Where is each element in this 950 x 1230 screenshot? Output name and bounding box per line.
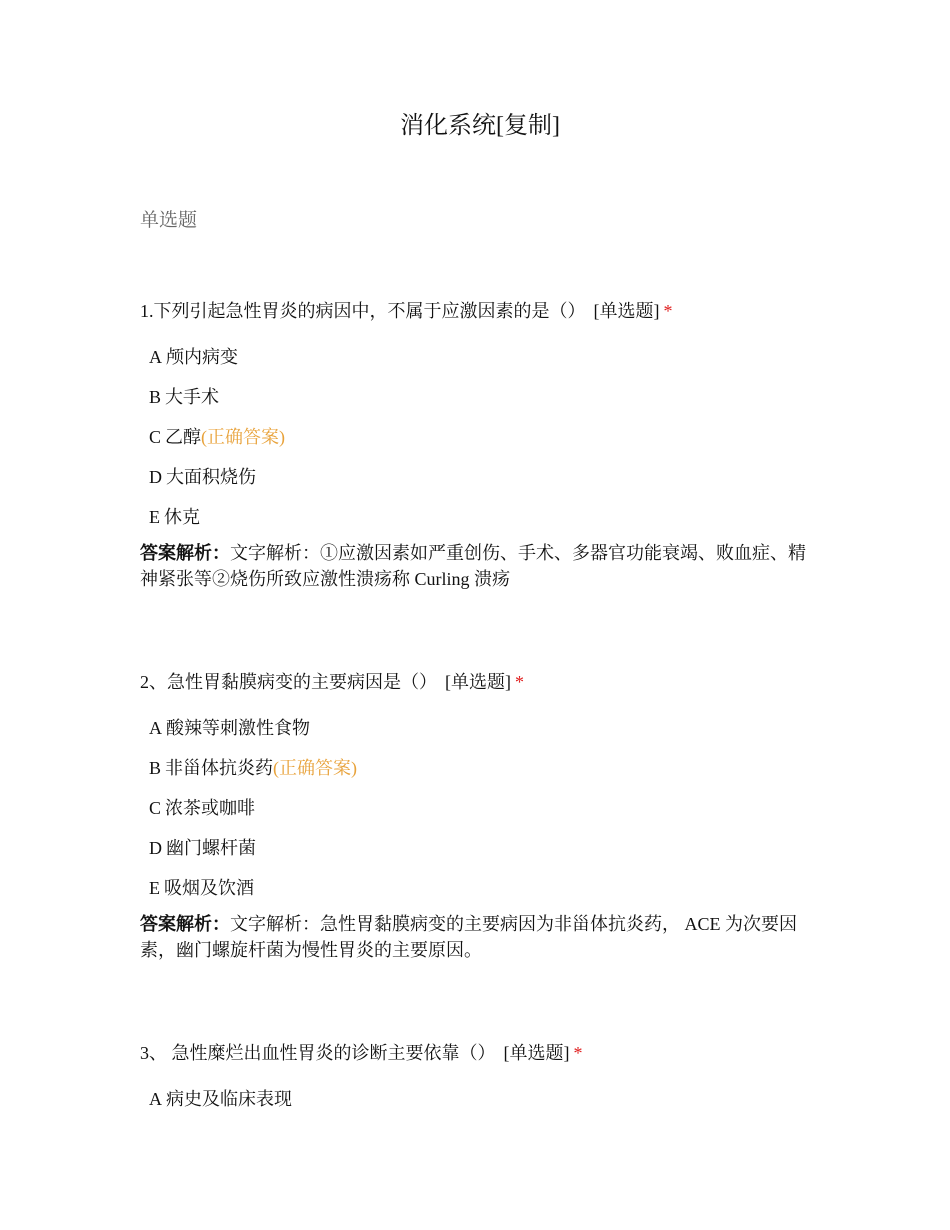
required-mark: * [515,672,524,692]
question-type: [单选题] [503,1043,570,1063]
option-text: 吸烟及饮酒 [164,878,254,898]
question-3 [140,1040,810,1126]
correct-answer-mark: (正确答案) [273,758,358,778]
option-letter: B [149,758,162,778]
option-e[interactable] [149,504,810,530]
option-c[interactable] [149,795,810,821]
option-text: 大面积烧伤 [166,467,256,487]
option-letter: D [149,467,162,487]
option-b[interactable] [149,755,810,781]
option-letter: E [149,507,160,527]
option-d[interactable] [149,835,810,861]
option-text: 颅内病变 [166,347,238,367]
option-letter: A [149,718,162,738]
question-1 [140,298,810,592]
option-a[interactable] [149,715,810,741]
option-list [140,1086,810,1112]
analysis-text: 文字解析：急性胃黏膜病变的主要病因为非甾体抗炎药， ACE 为次要因素，幽门螺旋杆菌为慢性胃炎的主要原因。 [140,914,797,960]
option-text: 病史及临床表现 [166,1089,292,1109]
option-text: 幽门螺杆菌 [166,838,256,858]
answer-analysis [140,911,810,963]
option-text: 浓茶或咖啡 [165,798,256,818]
required-mark: * [573,1043,583,1063]
option-list [140,344,810,530]
option-e[interactable] [149,875,810,901]
question-type: [单选题] [445,672,511,692]
option-letter: C [149,427,162,447]
option-letter: D [149,838,162,858]
analysis-text: 文字解析：①应激因素如严重创伤、手术、多器官功能衰竭、败血症、精神紧张等②烧伤所致应激性溃疡称 Curling 溃疡 [140,543,806,589]
option-letter: C [149,798,162,818]
required-mark: * [663,301,673,321]
option-text: 酸辣等刺激性食物 [166,718,310,738]
option-c[interactable] [149,424,810,450]
option-a[interactable] [149,1086,810,1112]
question-text: 1.下列引起急性胃炎的病因中，不属于应激因素的是（） [140,301,586,321]
analysis-label: 答案解析： [140,543,230,563]
option-letter: E [149,878,160,898]
option-text: 非甾体抗炎药 [165,758,274,778]
question-text: 3、 急性糜烂出血性胃炎的诊断主要依靠（） [140,1043,496,1063]
option-list [140,715,810,901]
question-stem [140,298,810,324]
correct-answer-mark: (正确答案) [201,427,286,447]
question-type: [单选题] [593,301,660,321]
analysis-label: 答案解析： [140,914,230,934]
option-text: 大手术 [165,387,220,407]
option-text: 休克 [164,507,200,527]
page-title: 消化系统[复制] [400,113,560,139]
question-text: 2、急性胃黏膜病变的主要病因是（） [140,672,437,692]
option-letter: B [149,387,162,407]
option-text: 乙醇 [165,427,202,447]
answer-analysis [140,540,810,592]
question-stem [140,669,810,695]
section-label: 单选题 [140,210,198,231]
option-a[interactable] [149,344,810,370]
question-stem [140,1040,810,1066]
option-letter: A [149,347,162,367]
option-letter: A [149,1089,162,1109]
question-2 [140,669,810,963]
option-b[interactable] [149,384,810,410]
option-d[interactable] [149,464,810,490]
